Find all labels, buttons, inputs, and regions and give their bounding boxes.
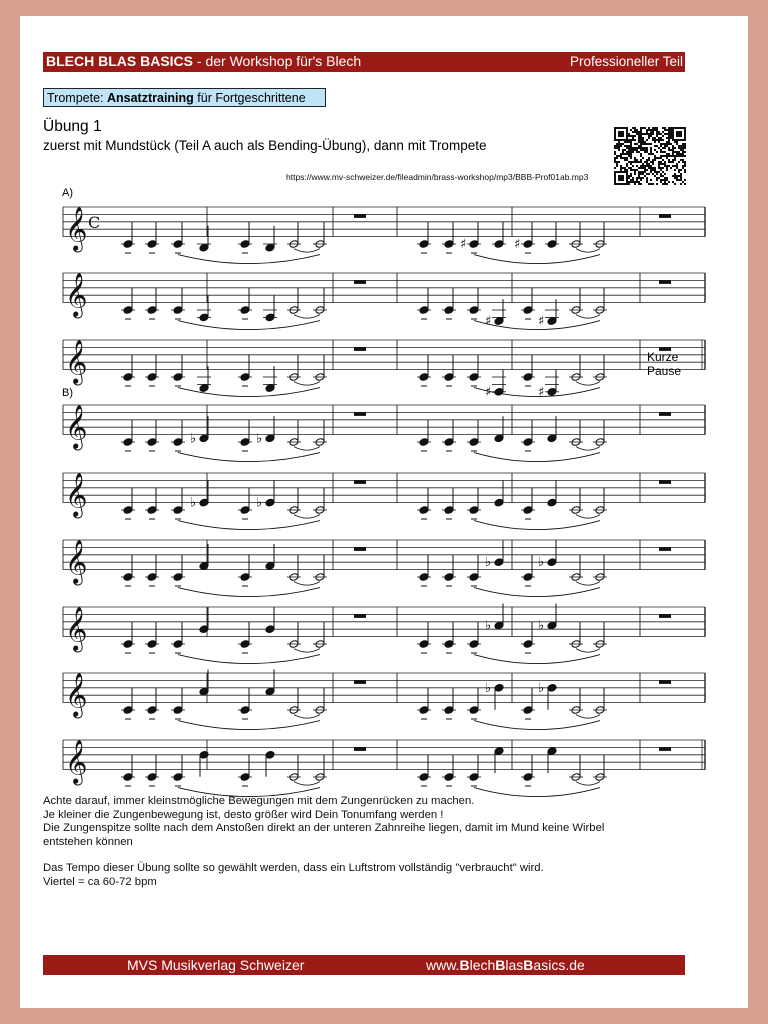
slur (474, 255, 600, 264)
slur (178, 255, 320, 264)
slur (178, 655, 320, 664)
whole-rest (659, 280, 671, 284)
tie (576, 515, 600, 519)
tie (294, 515, 320, 519)
footer-bar (43, 955, 685, 975)
tie (576, 447, 600, 451)
treble-clef-icon: 𝄞 (65, 739, 88, 784)
tie (294, 782, 320, 786)
slur (178, 588, 320, 597)
treble-clef-icon: 𝄞 (65, 472, 88, 517)
sharp-icon: ♯ (538, 384, 545, 400)
tie (294, 249, 320, 253)
slur (474, 655, 600, 664)
whole-rest (354, 280, 366, 284)
flat-icon: ♭ (256, 495, 263, 511)
whole-rest (354, 214, 366, 218)
treble-clef-icon: 𝄞 (65, 606, 88, 651)
tie (576, 715, 600, 719)
flat-icon: ♭ (538, 680, 545, 696)
whole-rest (659, 480, 671, 484)
tie (294, 447, 320, 451)
header-section: Professioneller Teil (569, 54, 683, 69)
tie (576, 649, 600, 653)
tie (576, 315, 600, 319)
whole-rest (354, 480, 366, 484)
tie (294, 582, 320, 586)
whole-rest (354, 347, 366, 351)
flat-icon: ♭ (190, 495, 197, 511)
treble-clef-icon: 𝄞 (65, 539, 88, 584)
treble-clef-icon: 𝄞 (65, 404, 88, 449)
slur (474, 721, 600, 730)
whole-rest (659, 412, 671, 416)
tie (294, 715, 320, 719)
slur (178, 388, 320, 397)
flat-icon: ♭ (485, 618, 492, 634)
treble-clef-icon: 𝄞 (65, 206, 88, 251)
slur (474, 388, 600, 397)
exercise-description: zuerst mit Mundstück (Teil A auch als Bending-Übung), dann mit Trompete (43, 138, 487, 153)
tie (576, 249, 600, 253)
sharp-icon: ♯ (485, 314, 492, 330)
slur (474, 453, 600, 462)
treble-clef-icon: 𝄞 (65, 339, 88, 384)
flat-icon: ♭ (485, 680, 492, 696)
footer-publisher: MVS Musikverlag Schweizer (127, 957, 305, 973)
treble-clef-icon: 𝄞 (65, 672, 88, 717)
instructions: Achte darauf, immer kleinstmögliche Bewegungen mit dem Zungenrücken zu machen. Je kleiner die Zungenbewegung ist, desto größer wird Dein Tonumfang werden ! Die Zungenspitze sollte nach dem Anstoßen direkt an der unteren Zahnreihe liegen, damit im Mund keine Wirbel entstehen können Das Tempo dieser Übung sollte so gewählt werden, dass ein Luftstrom vollständig "verbraucht" wird. Viertel = ca 60-72 bpm (43, 795, 605, 888)
slur (178, 721, 320, 730)
exercise-title: Übung 1 (43, 118, 102, 135)
slur (178, 453, 320, 462)
header-title: BLECH BLAS BASICS - der Workshop für's Blech (46, 53, 362, 69)
treble-clef-icon: 𝄞 (65, 272, 88, 317)
whole-rest (354, 747, 366, 751)
sharp-icon: ♯ (460, 237, 467, 252)
section-b-label: B) (62, 387, 73, 399)
tie (294, 382, 320, 386)
flat-icon: ♭ (256, 431, 263, 447)
flat-icon: ♭ (485, 555, 492, 571)
whole-rest (354, 412, 366, 416)
time-signature: C (88, 213, 101, 233)
audio-url: https://www.mv-schweizer.de/fileadmin/brass-workshop/mp3/BBB-Prof01ab.mp3 (286, 172, 589, 182)
slur (178, 321, 320, 330)
whole-rest (354, 547, 366, 551)
whole-rest (659, 614, 671, 618)
slur (474, 321, 600, 330)
tie (576, 582, 600, 586)
whole-rest (659, 680, 671, 684)
tie (294, 315, 320, 319)
tie (294, 649, 320, 653)
whole-rest (354, 614, 366, 618)
sharp-icon: ♯ (538, 314, 545, 330)
subject-box: Trompete: Ansatztraining für Fortgeschrittene (43, 88, 326, 107)
sharp-icon: ♯ (485, 384, 492, 400)
tie (576, 382, 600, 386)
whole-rest (659, 747, 671, 751)
tie (576, 782, 600, 786)
slur (474, 521, 600, 530)
flat-icon: ♭ (538, 618, 545, 634)
slur (474, 588, 600, 597)
flat-icon: ♭ (190, 431, 197, 447)
flat-icon: ♭ (538, 555, 545, 571)
section-a-label: A) (62, 187, 73, 199)
pause-label: Kurze Pause (647, 350, 682, 378)
slur (178, 521, 320, 530)
whole-rest (659, 214, 671, 218)
sharp-icon: ♯ (514, 237, 521, 252)
footer-website: www.BlechBlasBasics.de (426, 957, 585, 973)
whole-rest (659, 547, 671, 551)
whole-rest (354, 680, 366, 684)
